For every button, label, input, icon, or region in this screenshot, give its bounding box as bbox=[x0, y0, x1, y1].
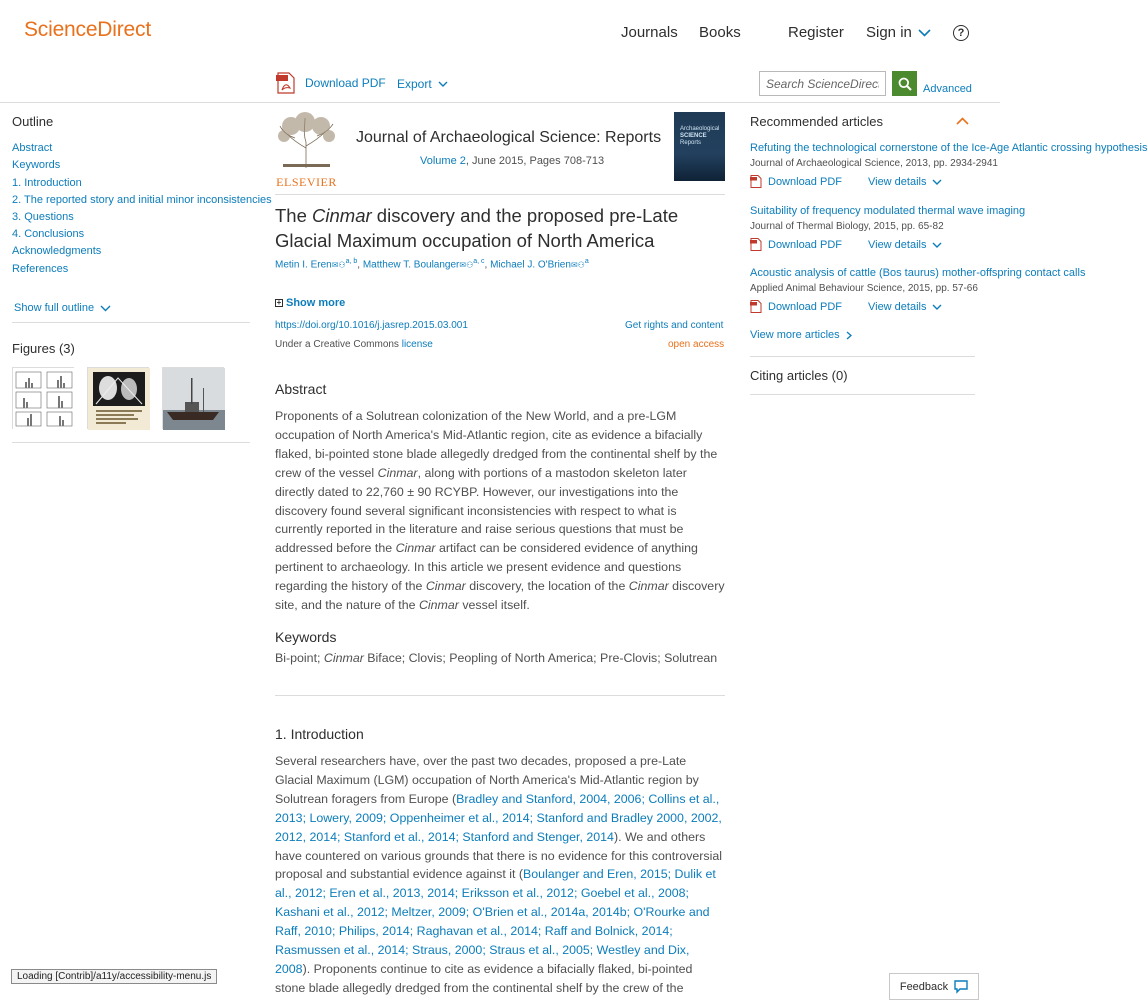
author-envelope-person-icons[interactable]: ✉⚇ bbox=[570, 260, 585, 270]
italic-text: Cinmar bbox=[395, 541, 436, 556]
text-run: Biface; Clovis; Peopling of North America; Pre-Clovis; Solutrean bbox=[363, 651, 718, 665]
cover-line: SCIENCE bbox=[680, 133, 707, 139]
italic-text: Cinmar bbox=[425, 579, 466, 594]
keywords-heading: Keywords bbox=[275, 629, 337, 645]
outline-item-questions[interactable]: 3. Questions bbox=[12, 211, 74, 223]
article-header-divider bbox=[275, 194, 725, 195]
view-details-button[interactable]: View details bbox=[867, 300, 927, 313]
cover-line: Reports bbox=[680, 140, 702, 146]
author-separator: , bbox=[357, 259, 363, 271]
italic-text: Cinmar bbox=[418, 598, 459, 613]
help-icon[interactable] bbox=[953, 25, 969, 41]
volume-details: , June 2015, Pages 708-713 bbox=[465, 155, 605, 167]
sidebar-divider bbox=[750, 356, 975, 357]
recommended-article-source: Applied Animal Behaviour Science, 2015, pp. 57-66 bbox=[750, 283, 978, 294]
chevron-up-icon[interactable] bbox=[956, 117, 969, 125]
text-run: The bbox=[275, 205, 313, 226]
italic-text: Cinmar bbox=[323, 651, 364, 665]
download-pdf-label: Download PDF bbox=[305, 76, 386, 90]
elsevier-logo[interactable] bbox=[275, 112, 338, 189]
chevron-down-icon bbox=[100, 305, 111, 312]
plus-icon: + bbox=[276, 298, 282, 307]
artifact-photo-image bbox=[88, 368, 150, 430]
outline-item-references[interactable]: References bbox=[12, 263, 69, 275]
author-link[interactable]: Metin I. Eren bbox=[275, 259, 332, 271]
chevron-right-icon bbox=[846, 331, 852, 340]
show-more-button[interactable] bbox=[275, 297, 345, 309]
text-run: artifact can be considered evidence of anything pertinent to archaeology. In this article we present evidence and questions regarding the history of the bbox=[275, 541, 698, 594]
text-run: Bi-point; bbox=[275, 651, 324, 665]
view-details-button[interactable]: View details bbox=[867, 238, 927, 251]
pdf-icon bbox=[275, 72, 297, 94]
text-run: Several researchers have, over the past two decades, proposed a pre-Late Glacial Maximum (LGM) occupation of North America's Mid-Atlantic region by Solutrean foragers from Europe ( bbox=[275, 754, 699, 806]
outline-title: Outline bbox=[12, 114, 54, 129]
author-link[interactable]: Michael J. O'Brien bbox=[490, 259, 571, 271]
export-label: Export bbox=[397, 77, 432, 91]
pdf-icon bbox=[750, 238, 762, 251]
sidebar-divider bbox=[750, 394, 975, 395]
outline-item-conclusions[interactable]: 4. Conclusions bbox=[12, 228, 85, 240]
volume-link[interactable]: Volume 2 bbox=[420, 155, 466, 167]
abstract-heading: Abstract bbox=[275, 381, 327, 397]
speech-bubble-icon bbox=[954, 980, 968, 993]
histogram-figure-image bbox=[13, 368, 75, 430]
elsevier-wordmark: ELSEVIER bbox=[276, 175, 337, 189]
recommended-article-link[interactable]: Suitability of frequency modulated thermal wave imaging bbox=[750, 205, 1026, 217]
loading-status-message: Loading [Contrib]/a11y/accessibility-menu.js bbox=[11, 969, 217, 984]
outline-item-reported-story[interactable]: 2. The reported story and initial minor inconsistencies bbox=[12, 194, 272, 206]
chevron-down-icon bbox=[438, 81, 448, 87]
introduction-heading: 1. Introduction bbox=[275, 726, 364, 742]
keywords-list bbox=[275, 651, 717, 665]
recommended-article-actions bbox=[750, 238, 942, 251]
text-run: ). We and others have countered on various grounds that there is no evidence for this controversial proposal and substantial evidence against it ( bbox=[275, 829, 723, 882]
sidebar-divider bbox=[12, 442, 250, 443]
recommended-article-actions bbox=[750, 300, 942, 313]
journal-cover-image[interactable] bbox=[674, 112, 725, 181]
license-statement bbox=[275, 339, 433, 350]
get-rights-link[interactable]: Get rights and content bbox=[625, 320, 724, 331]
cover-line: Archaeological bbox=[680, 126, 720, 132]
show-full-outline-label: Show full outline bbox=[14, 302, 95, 314]
recommended-article-link[interactable]: Refuting the technological cornerstone of the Ice-Age Atlantic crossing hypothesis bbox=[750, 142, 1147, 154]
author-envelope-person-icons[interactable]: ✉⚇ bbox=[331, 260, 346, 270]
author-link[interactable]: Matthew T. Boulanger bbox=[362, 259, 460, 271]
text-run: discovery site, and the nature of the bbox=[275, 579, 725, 613]
help-symbol: ? bbox=[957, 27, 965, 39]
pdf-icon bbox=[750, 300, 762, 313]
outline-item-acknowledgments[interactable]: Acknowledgments bbox=[12, 245, 102, 257]
italic-text: Cinmar bbox=[377, 465, 418, 480]
text-run: discovery, the location of the bbox=[465, 579, 629, 594]
author-affiliation[interactable]: a, b bbox=[345, 258, 358, 265]
search-input[interactable] bbox=[759, 71, 886, 96]
license-link[interactable]: license bbox=[401, 339, 433, 350]
show-more-label: Show more bbox=[286, 297, 346, 309]
view-details-button[interactable]: View details bbox=[867, 175, 927, 188]
header-divider bbox=[0, 102, 1000, 103]
outline-item-abstract[interactable]: Abstract bbox=[12, 142, 53, 154]
text-run: ). Proponents continue to cite as evidence a bifacially flaked, bi-pointed stone blade allegedly dredged from the continental shelf by the crew of the bbox=[275, 961, 693, 995]
section-divider bbox=[275, 695, 725, 696]
nav-sign-in-button[interactable] bbox=[866, 24, 931, 41]
view-more-articles-link[interactable] bbox=[750, 329, 852, 341]
vessel-photo-image bbox=[163, 368, 225, 430]
download-pdf-button[interactable] bbox=[275, 72, 386, 94]
nav-journals-link[interactable]: Journals bbox=[621, 24, 678, 41]
recommended-article-source: Journal of Archaeological Science, 2013, pp. 2934-2941 bbox=[750, 158, 998, 169]
chevron-down-icon bbox=[918, 29, 931, 37]
citation-link[interactable]: Boulanger and Eren, 2015; Dulik et al., 2012; Eren et al., 2013, 2014; Eriksson et al., 2012; Goebel et al., 2008; Kashani et al., 2012; Meltzer, 2009; O'Brien et al., 2014a, 2014b; O'Rourke and Raff, 2010; Philips, 2014; Raghavan et al., 2014; Raff and Bolnick, 2014; Rasmussen et al., 2014; Straus, 2000; Straus et al., 2005; Westley and Dix, 2008 bbox=[275, 867, 716, 976]
introduction-text bbox=[275, 752, 725, 998]
elsevier-tree-icon bbox=[275, 112, 338, 170]
chevron-down-icon[interactable] bbox=[932, 242, 942, 248]
author-envelope-person-icons[interactable]: ✉⚇ bbox=[459, 260, 474, 270]
nav-books-link[interactable]: Books bbox=[699, 24, 741, 41]
citing-articles-toggle[interactable]: Citing articles (0) bbox=[750, 368, 848, 383]
recommended-download-pdf-button[interactable]: Download PDF bbox=[768, 300, 842, 313]
open-access-badge: open access bbox=[668, 339, 725, 350]
recommended-article-link[interactable]: Acoustic analysis of cattle (Bos taurus) mother-offspring contact calls bbox=[750, 267, 1086, 279]
recommended-article-actions bbox=[750, 175, 942, 188]
text-run: Proponents of a Solutrean colonization of the New World, and a pre-LGM occupation of North America's Mid-Atlantic region, cite as evidence a bifacially flaked, bi-pointed stone blade allegedly dredged from the continental shelf by the crew of the vessel bbox=[275, 409, 718, 480]
text-run: , along with portions of a mastodon skeleton later directly dated to 22,760 ± 90 RCYBP. However, our investigations into the discovery found several significant inconsistencies with respect to what is currently reported in the literature and raise serious questions that must be addressed before the bbox=[275, 465, 687, 556]
recommended-download-pdf-button[interactable]: Download PDF bbox=[768, 175, 842, 188]
license-prefix: Under a Creative Commons bbox=[275, 339, 402, 350]
doi-link[interactable]: https://doi.org/10.1016/j.jasrep.2015.03.001 bbox=[275, 320, 468, 331]
author-affiliation[interactable]: a bbox=[584, 258, 589, 265]
show-full-outline-button[interactable] bbox=[14, 302, 111, 314]
recommended-download-pdf-button[interactable]: Download PDF bbox=[768, 238, 842, 251]
search-button[interactable] bbox=[892, 71, 917, 96]
text-run: vessel itself. bbox=[458, 598, 530, 613]
figures-title: Figures (3) bbox=[12, 341, 75, 356]
citation-link[interactable]: Bradley and Stanford, 2004, 2006; Collins et al., 2013; Lowery, 2009; Oppenheimer et al., 2014; Stanford and Bradley 2000, 2002, 2012, 2014; Stanford et al., 2014; Stanford and Stenger, 2014 bbox=[275, 791, 722, 844]
nav-register-link[interactable]: Register bbox=[788, 24, 844, 41]
export-dropdown[interactable] bbox=[397, 77, 448, 91]
feedback-button[interactable] bbox=[889, 973, 979, 1000]
sciencedirect-logo[interactable]: ScienceDirect bbox=[24, 18, 151, 41]
recommended-article-source: Journal of Thermal Biology, 2015, pp. 65-82 bbox=[750, 221, 944, 232]
outline-item-keywords[interactable]: Keywords bbox=[12, 159, 61, 171]
figure-thumbnail-1[interactable] bbox=[12, 367, 74, 429]
chevron-down-icon[interactable] bbox=[932, 179, 942, 185]
journal-volume-info bbox=[420, 155, 604, 167]
recommended-articles-title: Recommended articles bbox=[750, 114, 883, 129]
feedback-label: Feedback bbox=[899, 980, 949, 993]
author-list bbox=[275, 258, 589, 270]
advanced-search-link[interactable]: Advanced bbox=[923, 83, 972, 95]
figure-thumbnail-2[interactable] bbox=[87, 367, 149, 429]
italic-text: Cinmar bbox=[312, 205, 372, 226]
view-more-label: View more articles bbox=[750, 329, 840, 341]
outline-item-introduction[interactable]: 1. Introduction bbox=[12, 177, 82, 189]
journal-title-link[interactable]: Journal of Archaeological Science: Reports bbox=[356, 129, 662, 146]
pdf-icon bbox=[750, 175, 762, 188]
chevron-down-icon[interactable] bbox=[932, 304, 942, 310]
author-separator: , bbox=[484, 259, 491, 271]
italic-text: Cinmar bbox=[628, 579, 669, 594]
author-affiliation[interactable]: a, c bbox=[473, 258, 485, 265]
search-icon bbox=[898, 77, 912, 91]
figure-thumbnail-3[interactable] bbox=[162, 367, 224, 429]
abstract-text bbox=[275, 407, 725, 615]
sign-in-label: Sign in bbox=[866, 24, 912, 41]
article-title bbox=[275, 203, 725, 253]
sidebar-divider bbox=[12, 322, 250, 323]
text-run: discovery and the proposed pre-Late Glacial Maximum occupation of North America bbox=[275, 205, 679, 251]
